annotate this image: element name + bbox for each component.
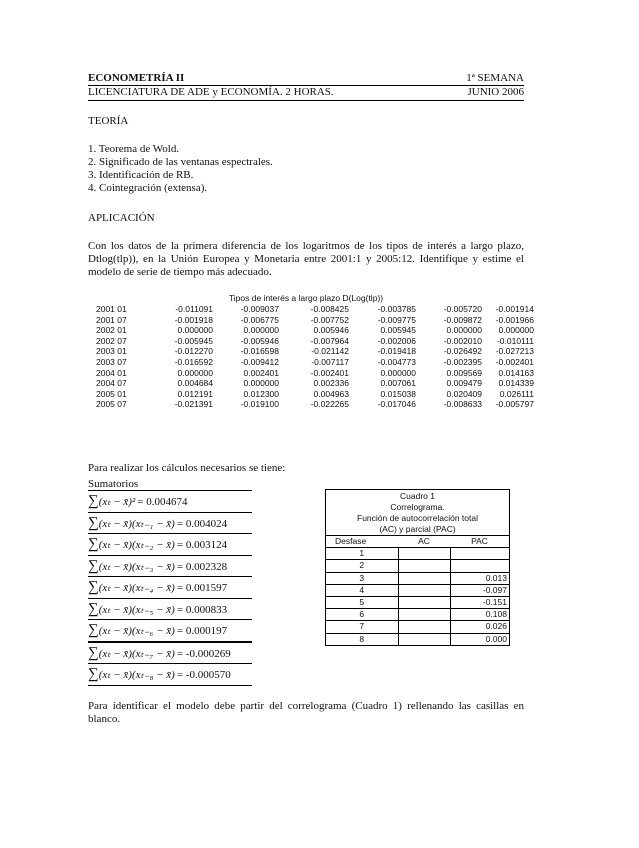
data-value: -0.010111: [496, 335, 534, 346]
correlogram-pac: [450, 548, 509, 560]
theory-title: TEORÍA: [88, 115, 129, 127]
data-value: -0.007117: [311, 356, 349, 367]
col-lag-header: Desfase: [335, 536, 367, 546]
data-value: 0.000000: [243, 325, 279, 336]
sum-term: [88, 577, 252, 599]
course-title: ECONOMETRÍA II: [88, 72, 185, 84]
data-value: 0.014163: [498, 367, 534, 378]
correlogram-pac: [450, 560, 509, 572]
data-value: -0.011091: [175, 304, 213, 314]
data-value: -0.019100: [240, 399, 279, 410]
correlogram-ac: [398, 572, 450, 584]
sigma-symbol: ∑: [88, 600, 99, 617]
sum-expression: (xₜ − x̄)(xₜ₋₇ − x̄): [98, 647, 175, 660]
sigma-symbol: ∑: [88, 557, 99, 574]
data-value: 0.009569: [446, 367, 482, 378]
data-value: 0.007061: [380, 378, 416, 389]
data-value: -0.009775: [377, 314, 416, 325]
sigma-symbol: ∑: [88, 622, 99, 638]
sum-value: = 0.004024: [176, 517, 228, 530]
correlogram-ac: [398, 609, 450, 621]
data-value: -0.007964: [310, 335, 349, 346]
theory-item: 2. Significado de las ventanas espectrales.: [88, 156, 273, 168]
correlogram-ac: [398, 633, 450, 645]
data-value: -0.026492: [443, 346, 482, 357]
correlogram-lag: 4: [326, 584, 398, 596]
data-value: -0.005945: [174, 335, 213, 346]
sums-title: Sumatorios: [88, 478, 139, 490]
data-value: -0.022265: [310, 399, 349, 410]
sigma-symbol: ∑: [88, 666, 99, 682]
correlogram-ac: [398, 597, 450, 609]
correlogram-caption: Función de autocorrelación total: [357, 513, 478, 523]
data-value: -0.003785: [377, 304, 416, 314]
sum-value: = 0.003124: [176, 539, 228, 551]
header-rule-top: [88, 85, 524, 86]
correlogram-title: Cuadro 1: [400, 491, 435, 501]
sigma-symbol: ∑: [88, 493, 99, 509]
data-value: -0.005720: [443, 304, 482, 314]
data-value: -0.005946: [240, 335, 279, 346]
sum-expression: (xₜ − x̄)(xₜ₋₄ − x̄): [98, 582, 175, 594]
data-value: 0.020409: [446, 388, 482, 399]
sum-value: = 0.000197: [176, 625, 228, 637]
data-row: [96, 368, 534, 379]
data-row: [96, 399, 534, 410]
correlogram-pac: 0.026: [450, 621, 509, 633]
data-row: [96, 325, 534, 336]
correlogram-lag: 3: [326, 572, 398, 584]
correlogram-pac: -0.151: [450, 597, 509, 609]
data-period: 2001 07: [96, 314, 127, 325]
data-value: -0.009872: [443, 314, 482, 325]
correlogram-table: [326, 535, 509, 645]
sum-term: [88, 599, 252, 621]
data-period: 2004 01: [96, 367, 127, 378]
data-period: 2003 01: [96, 346, 127, 357]
sigma-symbol: ∑: [88, 536, 99, 552]
sum-expression: (xₜ − x̄)(xₜ₋₆ − x̄): [98, 625, 175, 637]
correlogram-ac: [398, 584, 450, 596]
correlogram-lag: 7: [326, 621, 398, 633]
data-period: 2001 01: [96, 304, 127, 314]
data-table: [96, 304, 534, 410]
correlogram-ac: [398, 560, 450, 572]
correlogram-row: [326, 584, 509, 596]
sigma-symbol: ∑: [88, 644, 99, 661]
data-value: 0.009479: [446, 378, 482, 389]
data-value: -0.002401: [495, 356, 534, 367]
data-value: -0.019418: [377, 346, 416, 357]
sum-expression: (xₜ − x̄)(xₜ₋₅ − x̄): [98, 603, 175, 616]
data-value: 0.000000: [380, 367, 416, 378]
data-value: -0.027213: [495, 346, 534, 357]
correlogram-row: [326, 621, 509, 633]
data-period: 2004 07: [96, 378, 127, 389]
data-value: 0.012300: [243, 388, 279, 399]
correlogram-subtitle: Correlograma.: [390, 502, 445, 512]
data-value: -0.017046: [377, 399, 416, 410]
data-value: -0.012270: [174, 346, 213, 357]
sum-value: = 0.001597: [176, 582, 228, 594]
theory-list: [88, 143, 273, 195]
data-period: 2005 07: [96, 399, 127, 410]
data-value: -0.009412: [240, 356, 279, 367]
data-value: -0.004773: [377, 356, 416, 367]
sum-value: = 0.000833: [176, 603, 228, 616]
col-ac-header: AC: [418, 536, 430, 546]
application-title: APLICACIÓN: [88, 212, 155, 224]
data-value: -0.001966: [495, 314, 534, 325]
data-period: 2003 07: [96, 356, 127, 367]
data-value: 0.026111: [499, 388, 534, 399]
correlogram-pac: 0.000: [450, 633, 509, 645]
sum-term: [88, 664, 252, 686]
theory-item: 3. Identificación de RB.: [88, 169, 194, 181]
data-value: -0.001914: [495, 304, 534, 314]
data-value: 0.012191: [177, 388, 213, 399]
correlogram-pac: -0.097: [450, 584, 509, 596]
data-value: 0.000000: [243, 378, 279, 389]
sum-expression: (xₜ − x̄)(xₜ₋₃ − x̄): [98, 560, 175, 573]
correlogram-lag: 1: [359, 548, 365, 559]
data-value: -0.002395: [443, 356, 482, 367]
sum-term: [88, 513, 252, 535]
correlogram-row: [326, 597, 509, 609]
data-value: -0.016598: [240, 346, 279, 357]
sigma-symbol: ∑: [88, 579, 99, 595]
data-value: -0.016592: [174, 356, 213, 367]
data-value: -0.007752: [310, 314, 349, 325]
sum-expression: (xₜ − x̄)(xₜ₋₁ − x̄): [98, 517, 175, 530]
data-period: 2002 07: [96, 335, 127, 346]
correlogram-row: [326, 548, 509, 560]
data-row: [96, 315, 534, 326]
theory-item: 4. Cointegración (extensa).: [88, 182, 208, 194]
data-value: -0.008425: [310, 304, 349, 314]
correlogram-lag: 6: [326, 609, 398, 621]
data-value: 0.002336: [313, 378, 349, 389]
exam-date: JUNIO 2006: [467, 86, 524, 98]
data-value: -0.005797: [495, 399, 534, 410]
data-row: [96, 336, 534, 347]
sum-value: = 0.002328: [176, 560, 228, 573]
data-value: -0.001918: [174, 314, 213, 325]
correlogram-ac: [398, 548, 450, 560]
sum-value: = 0.004674: [137, 496, 188, 508]
data-value: -0.002401: [310, 367, 349, 378]
correlogram-caption: (AC) y parcial (PAC): [379, 524, 456, 534]
correlogram-row: [326, 633, 509, 645]
data-value: 0.014339: [498, 378, 534, 389]
data-period: 2002 01: [96, 325, 127, 336]
correlogram-box: [325, 489, 510, 646]
data-value: 0.000000: [498, 325, 534, 336]
data-row: [96, 357, 534, 368]
sum-expression: (xₜ − x̄)(xₜ₋₂ − x̄): [98, 539, 175, 551]
theory-item: 1. Teorema de Wold.: [88, 143, 180, 155]
sum-term: [88, 534, 252, 556]
data-value: -0.021142: [311, 346, 349, 357]
correlogram-pac: 0.108: [450, 609, 509, 621]
data-value: 0.000000: [446, 325, 482, 336]
correlogram-lag: 5: [326, 597, 398, 609]
sum-term: [88, 556, 252, 578]
sigma-symbol: ∑: [88, 514, 99, 531]
correlogram-row: [326, 560, 509, 572]
sum-term: [88, 620, 252, 642]
sum-expression: (xₜ − x̄)(xₜ₋₈ − x̄): [98, 669, 175, 681]
data-value: -0.008633: [443, 399, 482, 410]
calc-note: Para realizar los cálculos necesarios se tiene:: [88, 462, 286, 474]
data-value: -0.002010: [443, 335, 482, 346]
data-value: 0.015038: [380, 388, 416, 399]
data-value: -0.009037: [240, 304, 279, 314]
data-table-title: Tipos de interés a largo plazo D(Log(tlp)): [228, 293, 384, 303]
correlogram-row: [326, 572, 509, 584]
data-value: 0.000000: [177, 367, 213, 378]
data-period: 2005 01: [96, 388, 127, 399]
sum-term: [88, 491, 252, 513]
data-value: 0.005946: [313, 325, 349, 336]
sum-value: = -0.000570: [176, 669, 231, 681]
data-row: [96, 378, 534, 389]
sum-value: = -0.000269: [176, 647, 231, 660]
sum-term: [88, 642, 252, 665]
sum-expression: (xₜ − x̄)²: [98, 496, 136, 508]
application-text: Con los datos de la primera diferencia de los logaritmos de los tipos de interés a largo plazo, Dtlog(tlp)), en la Unión Europea y Monetaria entre 2001:1 y 2005:12. Identifique y estime el modelo de serie de tiempo más adecuado.: [88, 240, 524, 278]
correlogram-ac: [398, 621, 450, 633]
week-label: 1ª SEMANA: [466, 72, 524, 84]
data-value: 0.005945: [380, 325, 416, 336]
data-row: [96, 304, 534, 315]
correlogram-lag: 8: [326, 633, 398, 645]
col-pac-header: PAC: [471, 536, 488, 546]
footer-note: Para identificar el modelo debe partir del correlograma (Cuadro 1) rellenando las casillas en blanco.: [88, 700, 524, 725]
data-row: [96, 346, 534, 357]
data-row: [96, 389, 534, 400]
correlogram-row: [326, 609, 509, 621]
data-value: 0.000000: [177, 325, 213, 336]
data-value: 0.004963: [313, 388, 349, 399]
correlogram-lag: 2: [326, 560, 398, 572]
data-value: 0.004684: [177, 378, 213, 389]
data-value: -0.006775: [240, 314, 279, 325]
sums-box: [88, 490, 252, 686]
data-value: -0.002006: [377, 335, 416, 346]
data-value: 0.002401: [243, 367, 279, 378]
header-rule-bottom: [88, 100, 524, 101]
data-value: -0.021391: [174, 399, 213, 410]
degree-line: LICENCIATURA DE ADE y ECONOMÍA. 2 HORAS.: [88, 86, 334, 98]
correlogram-pac: 0.013: [450, 572, 509, 584]
